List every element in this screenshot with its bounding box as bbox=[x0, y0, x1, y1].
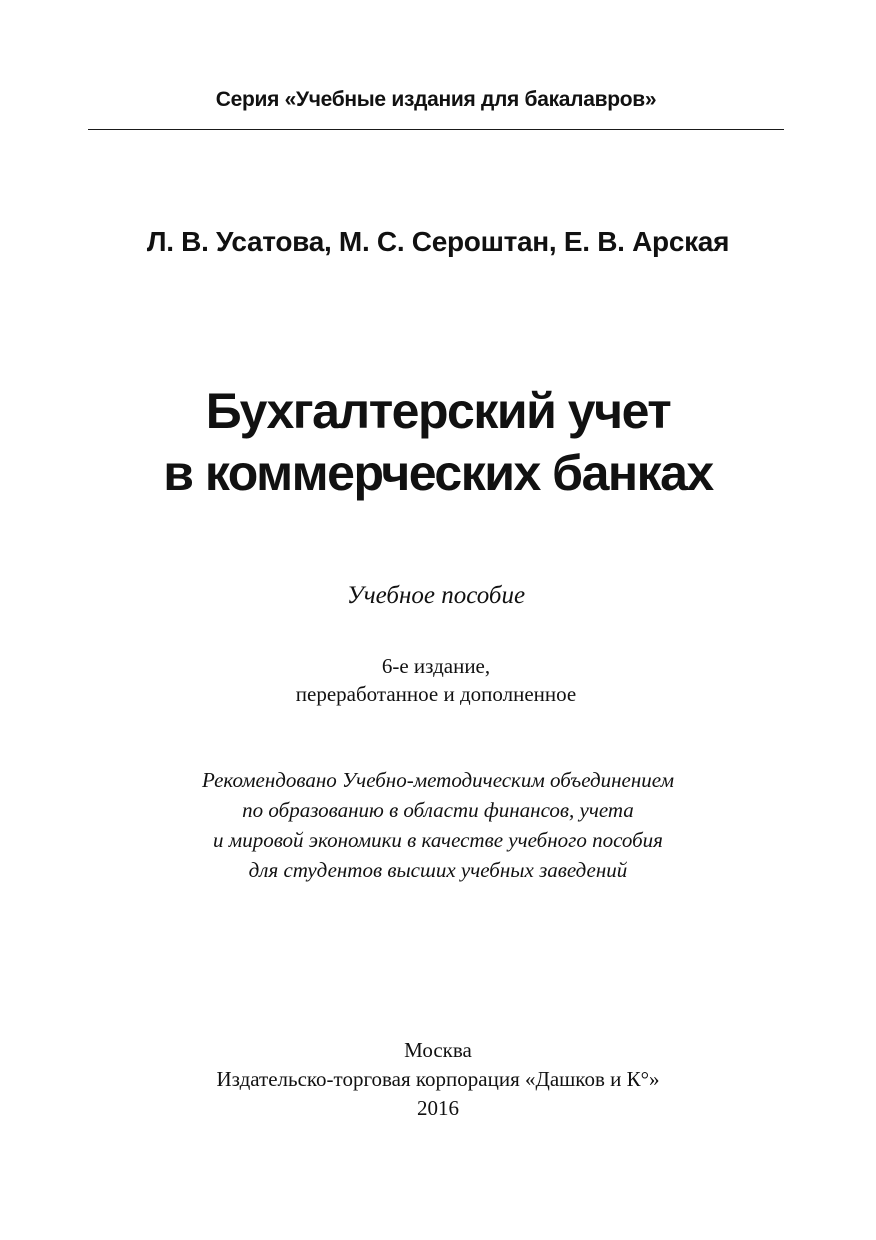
authors: Л. В. Усатова, М. С. Сероштан, Е. В. Арская bbox=[146, 226, 730, 257]
recommendation-line-2: по образованию в области финансов, учета bbox=[242, 798, 634, 822]
series-heading: Серия «Учебные издания для бакалавров» bbox=[215, 88, 657, 111]
edition-info bbox=[88, 652, 784, 708]
book-title-line-1: Бухгалтерский учет bbox=[205, 383, 671, 439]
edition-line-2: переработанное и дополненное bbox=[295, 682, 577, 706]
book-subtitle: Учебное пособие bbox=[346, 582, 526, 609]
imprint-year: 2016 bbox=[417, 1096, 459, 1120]
book-title bbox=[40, 380, 836, 504]
recommendation-line-3: и мировой экономики в качестве учебного пособия bbox=[213, 828, 663, 852]
imprint-publisher: Издательско-торговая корпорация «Дашков и К°» bbox=[216, 1067, 660, 1091]
recommendation-line-1: Рекомендовано Учебно-методическим объединением bbox=[202, 768, 674, 792]
recommendation-note bbox=[60, 765, 816, 885]
edition-line-1: 6-е издание, bbox=[381, 654, 491, 678]
book-title-line-2: в коммерческих банках bbox=[163, 445, 713, 501]
recommendation-line-4: для студентов высших учебных заведений bbox=[248, 858, 628, 882]
imprint bbox=[60, 1036, 816, 1123]
header-divider bbox=[88, 129, 784, 130]
imprint-city: Москва bbox=[404, 1038, 472, 1062]
